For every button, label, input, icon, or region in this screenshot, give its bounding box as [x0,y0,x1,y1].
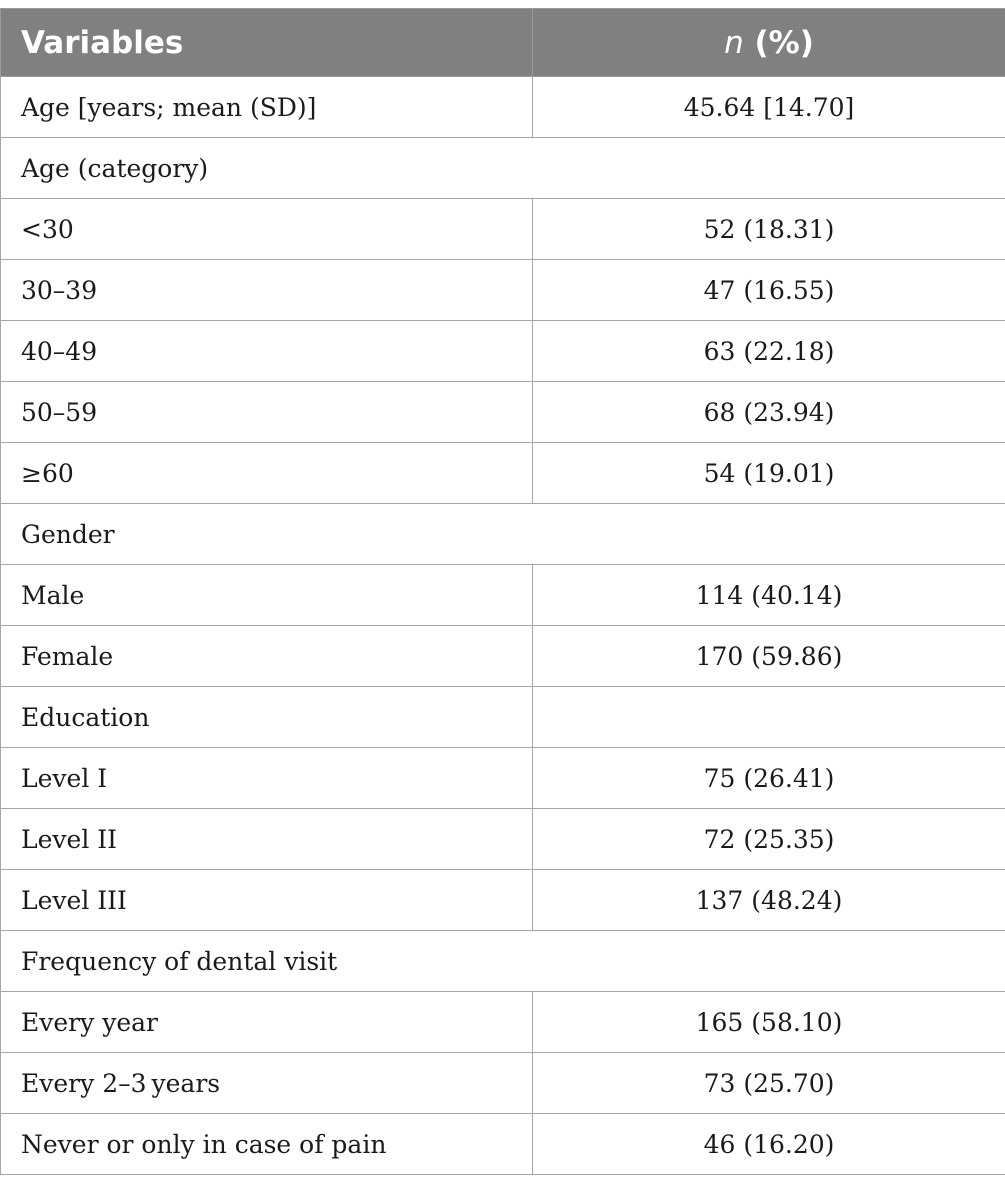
variable-cell: Age [years; mean (SD)] [1,77,533,138]
value-cell: 46 (16.20) [533,1114,1005,1175]
table-row [1,992,1005,1053]
table-row [1,870,1005,931]
section-row [1,138,1005,199]
percent-header-label: (%) [743,24,814,61]
table-row [1,809,1005,870]
table-row [1,443,1005,504]
variables-header: Variables [1,9,533,77]
variable-cell: 40–49 [1,321,533,382]
variable-cell: Education [1,687,533,748]
value-cell: 73 (25.70) [533,1053,1005,1114]
variable-cell: 30–39 [1,260,533,321]
section-label: Frequency of dental visit [1,931,1005,992]
value-cell: 72 (25.35) [533,809,1005,870]
table-row [1,1114,1005,1175]
variable-cell: 50–59 [1,382,533,443]
value-cell: 165 (58.10) [533,992,1005,1053]
table-row [1,1053,1005,1114]
n-percent-header [533,9,1005,77]
variable-cell: Female [1,626,533,687]
variable-cell: Level I [1,748,533,809]
table-body [1,77,1005,1175]
variable-cell: Every year [1,992,533,1053]
variable-cell: Level II [1,809,533,870]
variable-cell: ≥60 [1,443,533,504]
variable-cell: Never or only in case of pain [1,1114,533,1175]
table-header-row [1,9,1005,77]
value-cell: 52 (18.31) [533,199,1005,260]
section-label: Gender [1,504,1005,565]
table-row [1,321,1005,382]
demographics-table [0,8,1005,1175]
variable-cell: Every 2–3 years [1,1053,533,1114]
value-cell: 137 (48.24) [533,870,1005,931]
table-row [1,77,1005,138]
table-row [1,199,1005,260]
section-row [1,931,1005,992]
variable-cell: <30 [1,199,533,260]
value-cell [533,687,1005,748]
table-row [1,748,1005,809]
value-cell: 54 (19.01) [533,443,1005,504]
table-row [1,565,1005,626]
value-cell: 75 (26.41) [533,748,1005,809]
n-header-label: n [724,24,744,61]
value-cell: 170 (59.86) [533,626,1005,687]
value-cell: 63 (22.18) [533,321,1005,382]
table-row [1,382,1005,443]
section-label: Age (category) [1,138,1005,199]
value-cell: 114 (40.14) [533,565,1005,626]
value-cell: 47 (16.55) [533,260,1005,321]
value-cell: 45.64 [14.70] [533,77,1005,138]
variable-cell: Level III [1,870,533,931]
table-row [1,260,1005,321]
variable-cell: Male [1,565,533,626]
table-row [1,626,1005,687]
section-row [1,504,1005,565]
value-cell: 68 (23.94) [533,382,1005,443]
table-row [1,687,1005,748]
